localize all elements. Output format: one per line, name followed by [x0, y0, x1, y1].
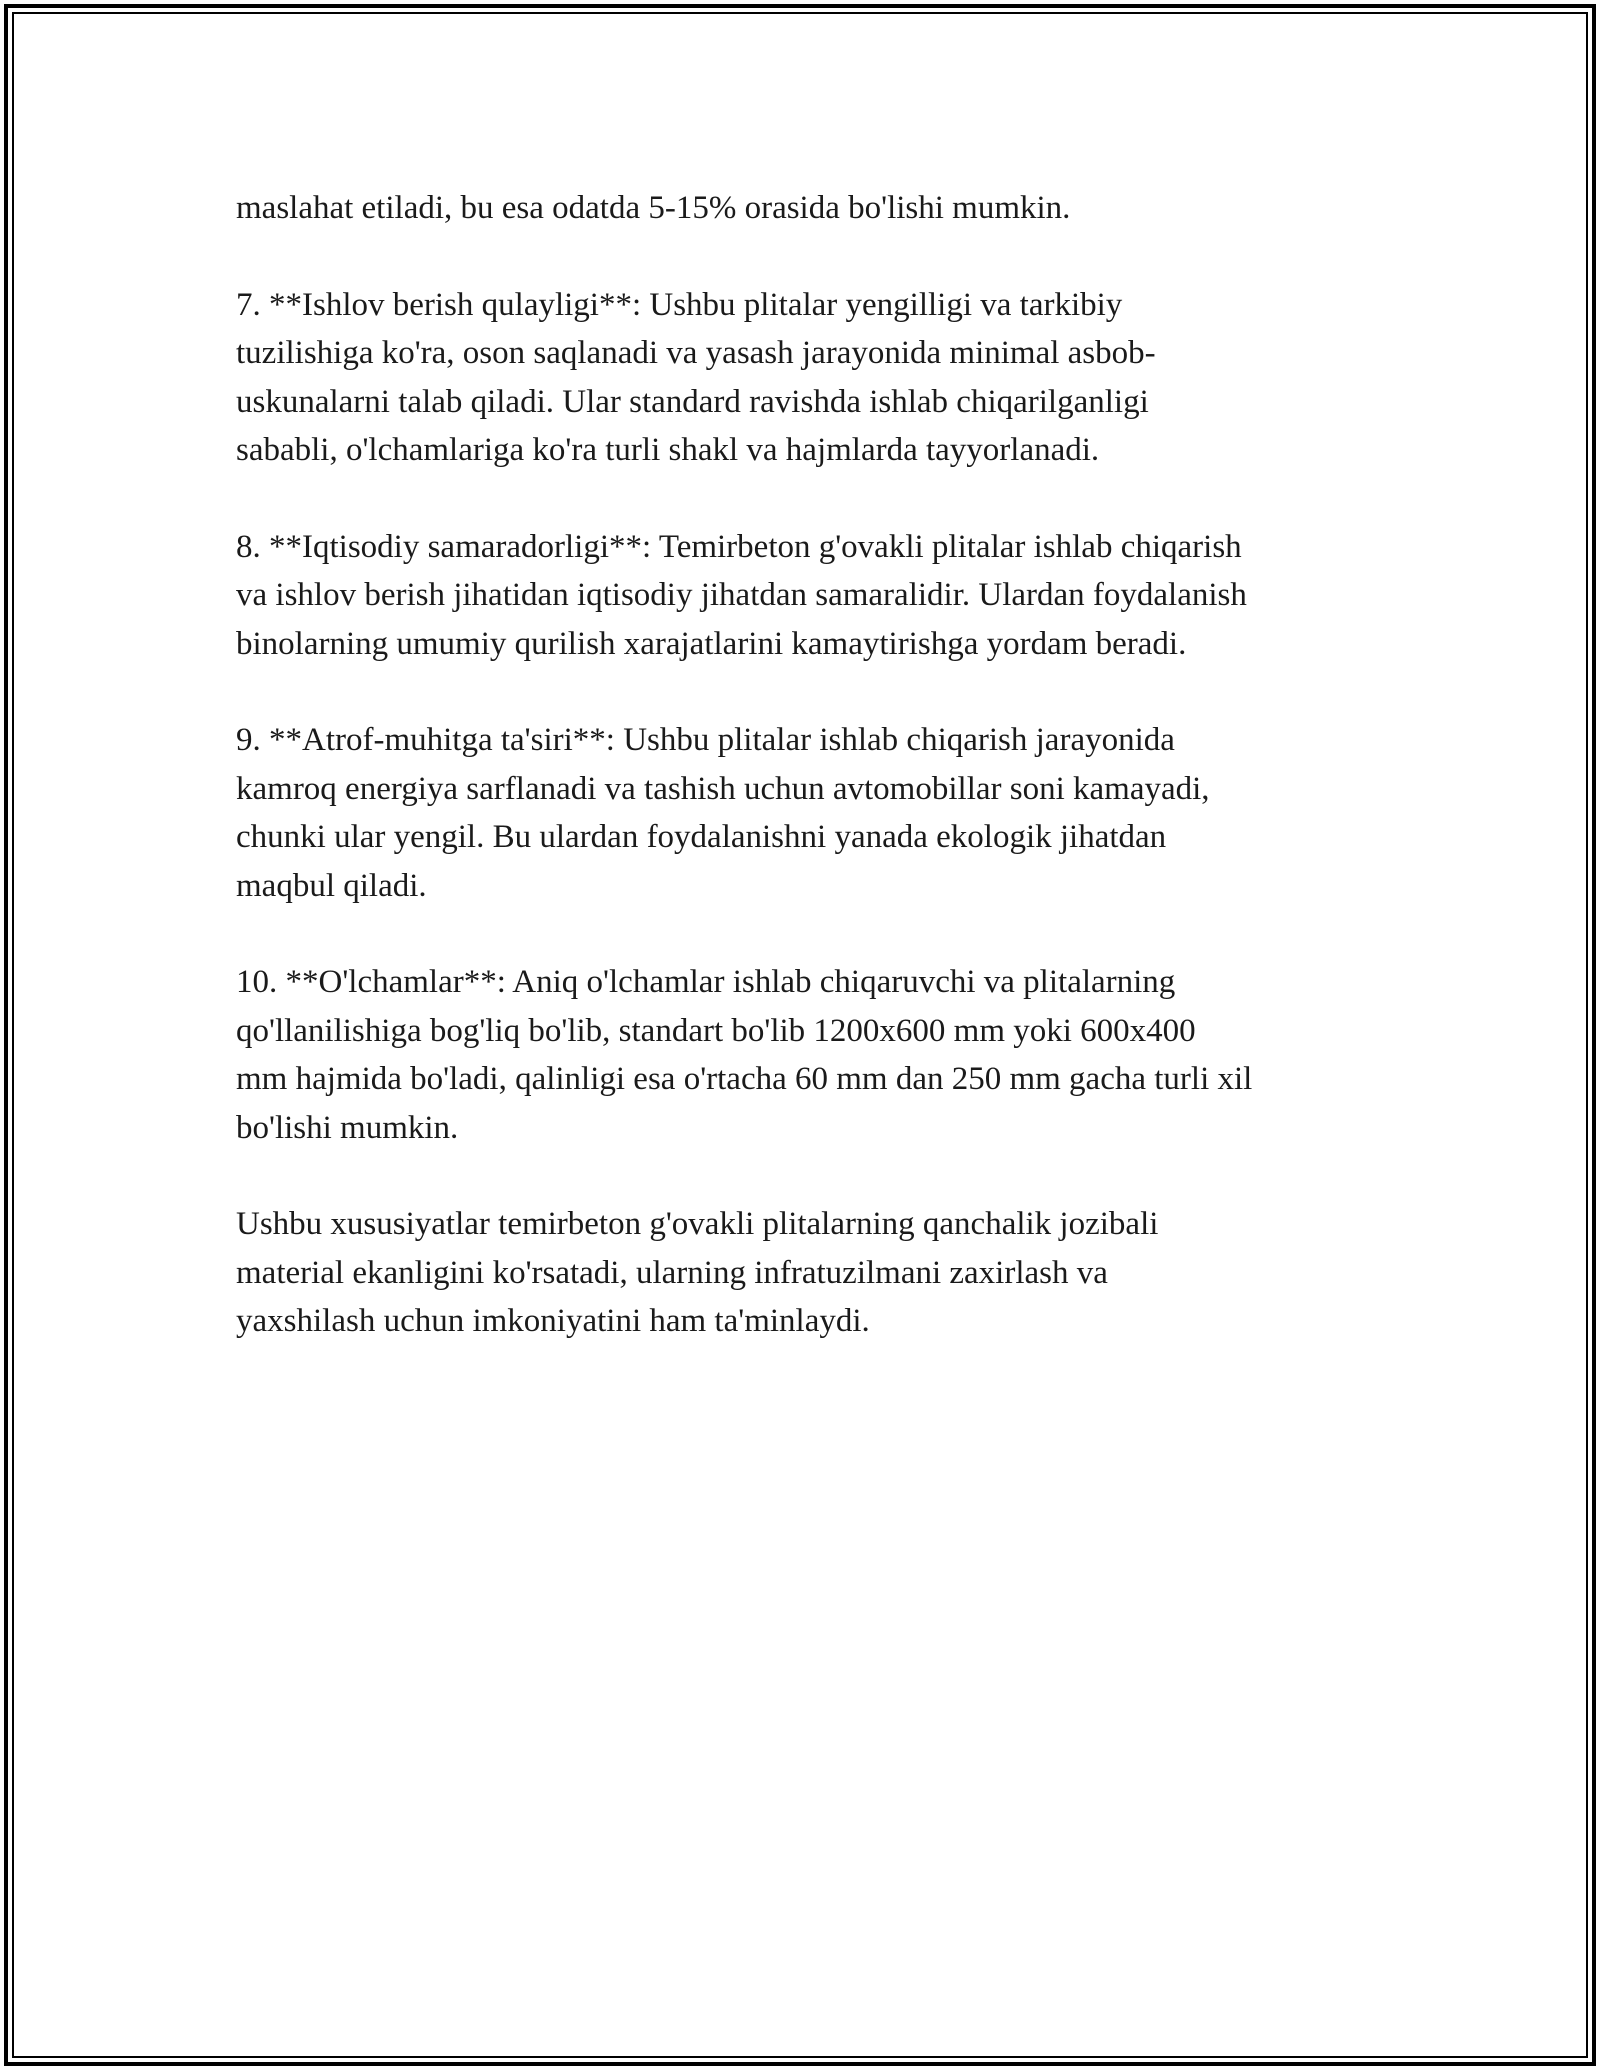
text-line: tuzilishiga ko'ra, oson saqlanadi va yasash jarayonida minimal asbob-	[236, 335, 1156, 371]
paragraph-item-9	[236, 716, 1376, 910]
text-line: 8. **Iqtisodiy samaradorligi**: Temirbeton g'ovakli plitalar ishlab chiqarish	[236, 528, 1242, 565]
text-line: binolarning umumiy qurilish xarajatlarini kamaytirishga yordam beradi.	[236, 625, 1187, 662]
text-line: uskunalarni talab qiladi. Ular standard ravishda ishlab chiqarilganligi	[236, 383, 1149, 420]
document-body	[236, 184, 1376, 1394]
text-line: mm hajmida bo'ladi, qalinligi esa o'rtacha 60 mm dan 250 mm gacha turli xil	[236, 1061, 1253, 1097]
text-line: kamroq energiya sarflanadi va tashish uchun avtomobillar soni kamayadi,	[236, 770, 1210, 807]
text-line: sababli, o'lchamlariga ko'ra turli shakl va hajmlarda tayyorlanadi.	[236, 432, 1100, 468]
text-line: bo'lishi mumkin.	[236, 1109, 459, 1146]
text-line: va ishlov berish jihatidan iqtisodiy jihatdan samaralidir. Ulardan foydalanish	[236, 577, 1247, 613]
paragraph-item-8	[236, 523, 1376, 669]
paragraph-item-7	[236, 281, 1376, 475]
text-line: 10. **O'lchamlar**: Aniq o'lchamlar ishlab chiqaruvchi va plitalarning	[236, 964, 1176, 1000]
text-line: material ekanligini ko'rsatadi, ularning infratuzilmani zaxirlash va	[236, 1254, 1108, 1291]
text-line: 9. **Atrof-muhitga ta'siri**: Ushbu plitalar ishlab chiqarish jarayonida	[236, 722, 1175, 758]
paragraph-conclusion	[236, 1200, 1376, 1346]
text-line: qo'llanilishiga bog'liq bo'lib, standart bo'lib 1200x600 mm yoki 600x400	[236, 1012, 1196, 1049]
paragraph-item-10	[236, 958, 1376, 1152]
text-line: maqbul qiladi.	[236, 867, 427, 904]
text-line: chunki ular yengil. Bu ulardan foydalanishni yanada ekologik jihatdan	[236, 819, 1167, 855]
text-line: yaxshilash uchun imkoniyatini ham ta'minlaydi.	[236, 1303, 870, 1339]
text-line: Ushbu xususiyatlar temirbeton g'ovakli plitalarning qanchalik jozibali	[236, 1206, 1159, 1242]
text-line: 7. **Ishlov berish qulayligi**: Ushbu plitalar yengilligi va tarkibiy	[236, 286, 1123, 323]
paragraph-continuation	[236, 184, 1376, 233]
text-line: maslahat etiladi, bu esa odatda 5-15% orasida bo'lishi mumkin.	[236, 190, 1071, 226]
